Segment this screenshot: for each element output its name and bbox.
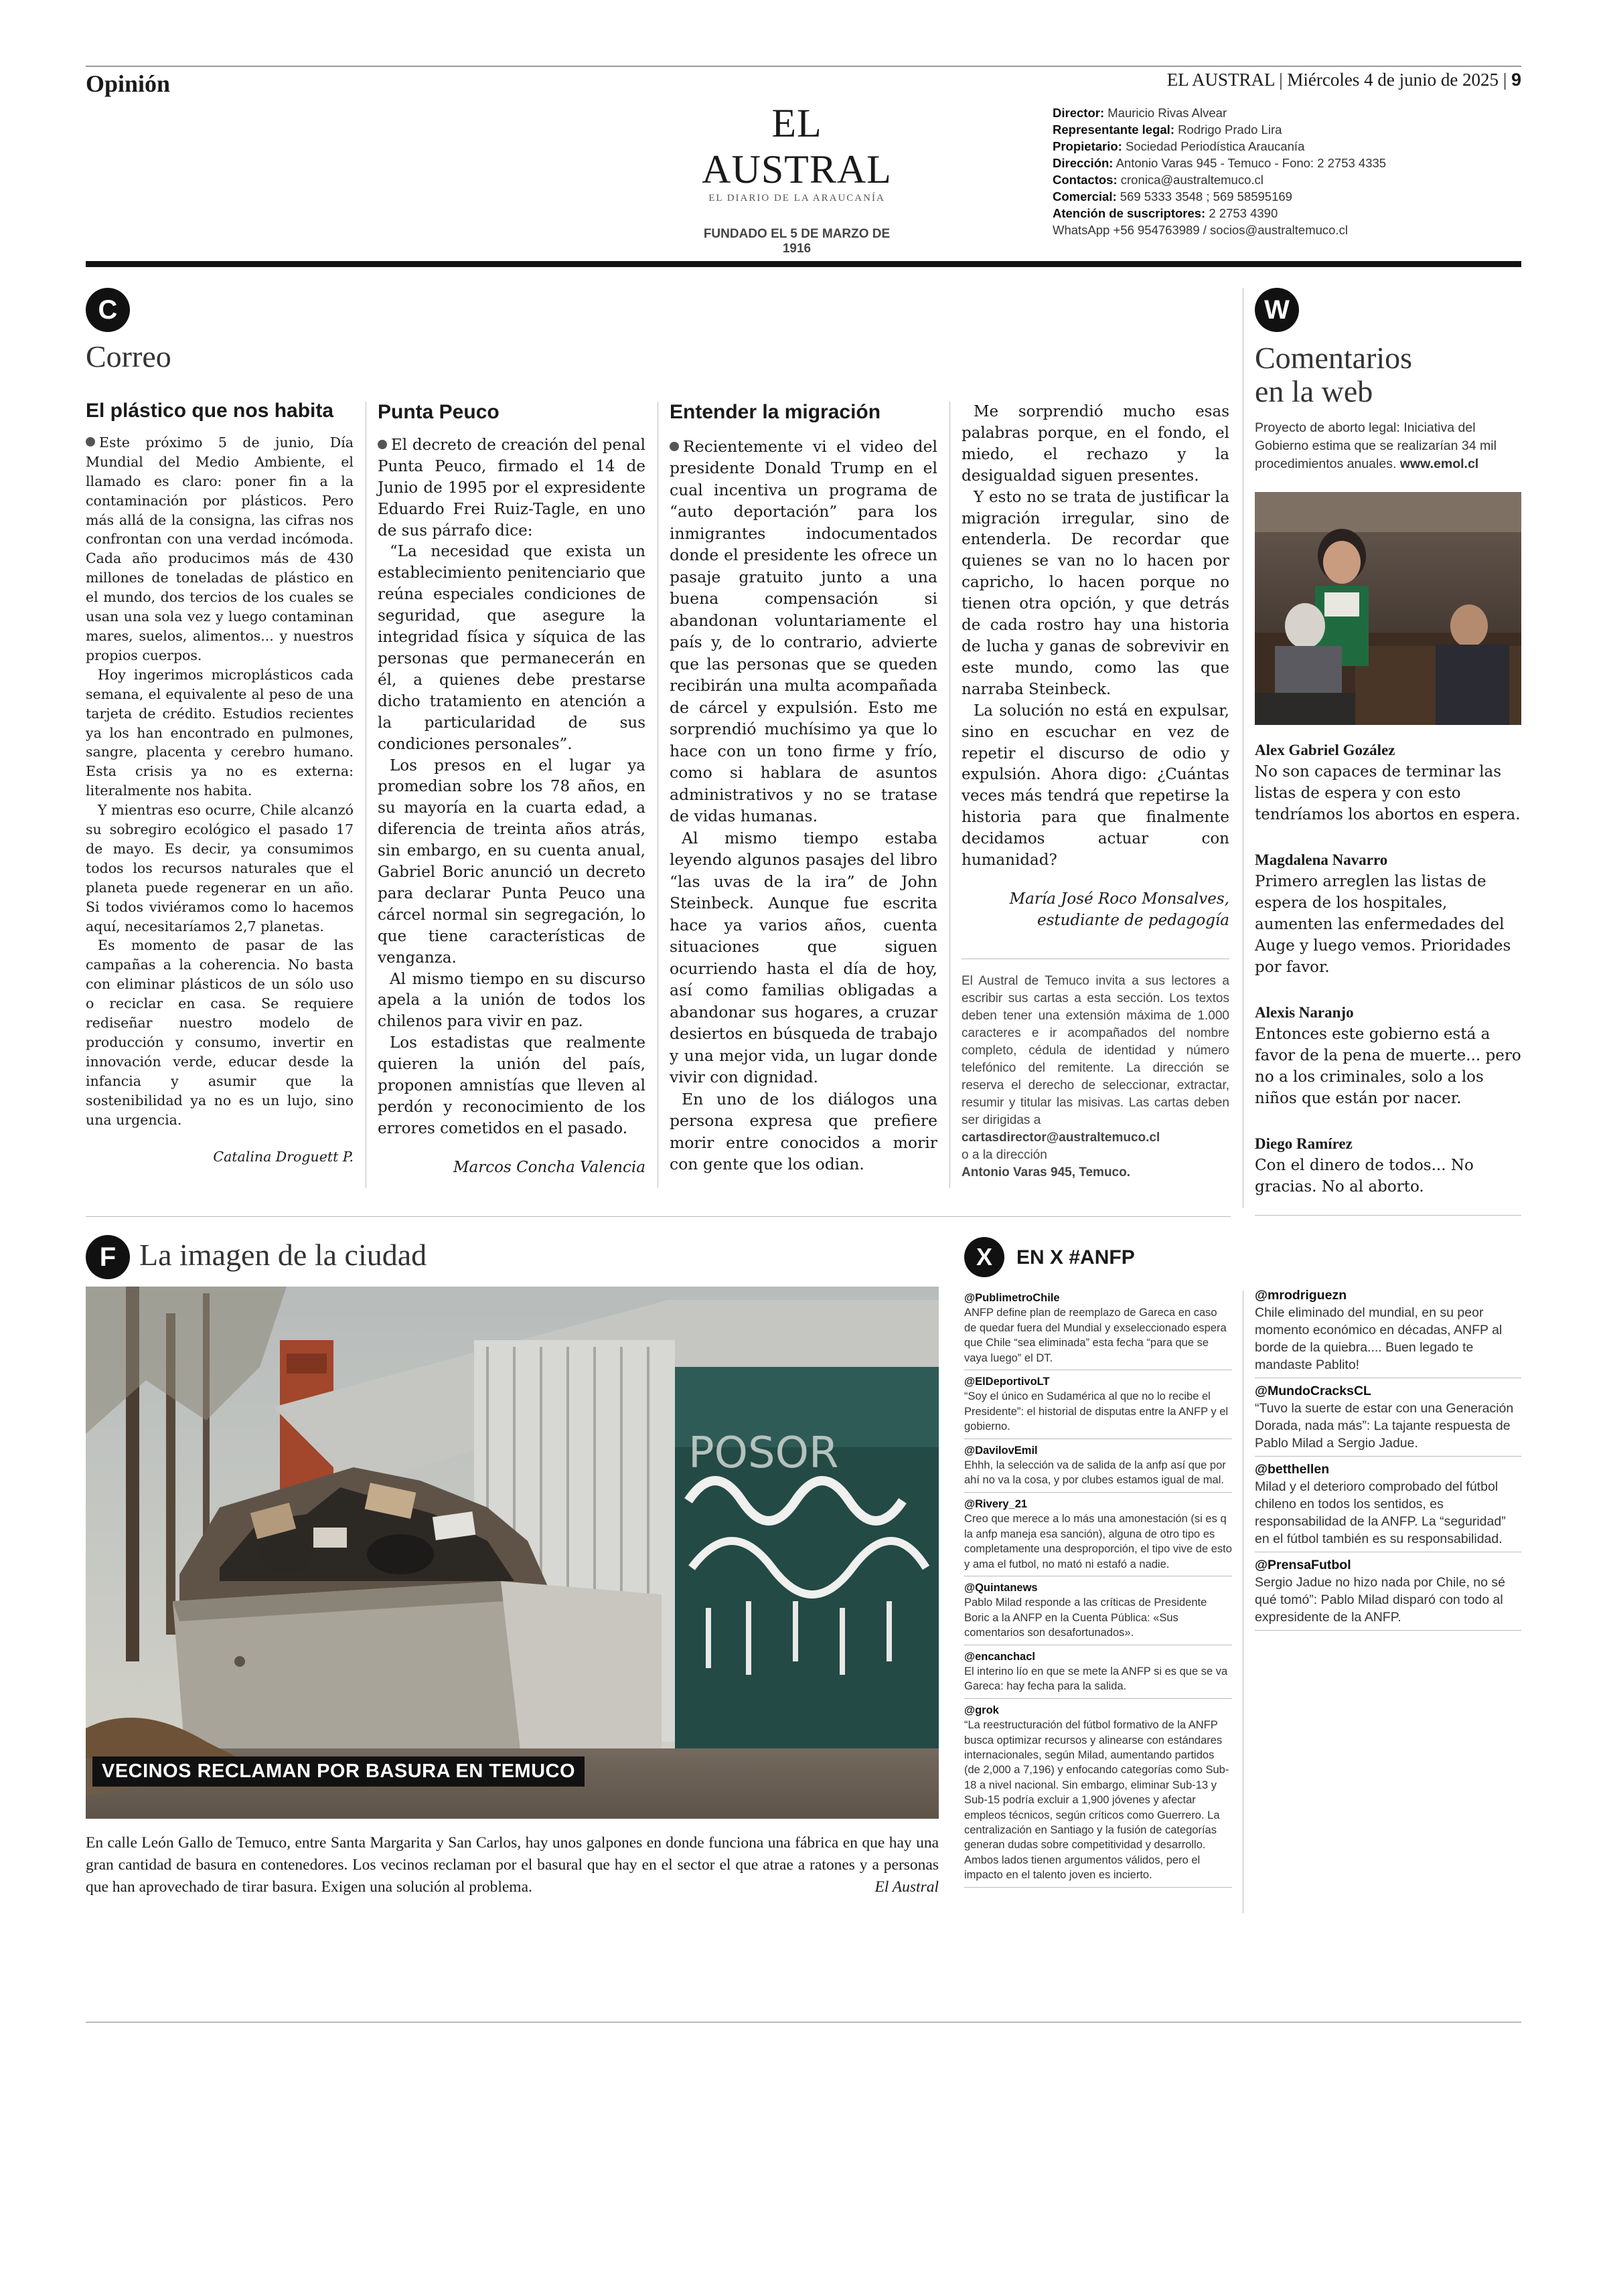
column-rule [949,402,950,1188]
x-posts-column-2 [1255,1287,1521,1635]
staff-label: Contactos: [1053,173,1118,187]
web-kicker-line1: Comentarios [1255,341,1413,375]
web-kicker [1255,341,1412,408]
staff-line [1053,188,1386,205]
web-comment-author: Alex Gabriel Gozález [1255,742,1395,758]
x-post-handle[interactable]: @PrensaFutbol [1255,1558,1351,1572]
x-post-text: Milad y el deterioro comprobado del fútbol chileno en todos los sentidos, es responsabilidad de la ANFP. La “seguridad” en el fútbol también es su responsabilidad. [1255,1479,1506,1546]
x-post-text: Sergio Jadue no hizo nada por Chile, no sé qué tomó”: Pablo Milad disparó con todo al expresidente de la ANFP. [1255,1575,1506,1625]
staff-value: 569 5333 3548 ; 569 58595169 [1120,189,1292,203]
web-comment-author: Diego Ramírez [1255,1135,1353,1152]
staff-line [1053,121,1386,138]
letter-column-2 [378,402,645,1179]
x-post-text: “Tuvo la suerte de estar con una Generación Dorada, nada más”: La tajante respuesta de Pablo Milad a Sergio Jadue. [1255,1401,1514,1451]
x-post-text: Ehhh, la selección va de salida de la anfp así que por ahí no va la cosa, y por clubes estamos igual de mal. [964,1459,1226,1487]
web-comment-author: Alexis Naranjo [1255,1004,1354,1021]
web-bottom-rule [1255,1215,1521,1216]
web-comment-text: Con el dinero de todos... No gracias. No al aborto. [1255,1157,1474,1196]
congress-session-image [1255,492,1521,725]
web-comment-text: No son capaces de terminar las listas de espera y con esto tendríamos los abortos en espera. [1255,763,1521,823]
imagen-kicker: La imagen de la ciudad [139,1238,427,1272]
staff-label: Representante legal: [1053,122,1174,137]
bullet-dot [670,442,679,451]
imagen-badge: F [86,1235,130,1279]
x-post-handle[interactable]: @grok [964,1704,999,1716]
section-rule [86,1216,1231,1217]
running-head: EL AUSTRAL | Miércoles 4 de junio de 2025 | 9 [1166,70,1521,90]
letter-paragraph [962,402,1229,487]
x-post [964,1649,1232,1699]
x-post-handle[interactable]: @mrodriguezn [1255,1288,1347,1303]
letter-signature: Marcos Concha Valencia [453,1158,645,1176]
letter-paragraph [86,936,354,1129]
web-intro-link[interactable]: www.emol.cl [1399,457,1479,471]
letter-column-1 [86,402,354,1166]
letter-paragraph [378,542,645,755]
staff-line [1053,138,1386,155]
x-post-text: Creo que merece a lo más una amonestación (si es q la anfp maneja esa sanción), alguna de otro tipo es completamente una desproporción, el tipo vive de esto y ama el futbol, no mató ni estafó a nadie. [964,1513,1232,1570]
x-post-separator [1255,1456,1521,1457]
notice-or: o a la dirección [962,1147,1047,1162]
letter-text: Me sorprendió mucho esas palabras porque, en el fondo, el miedo, el rechazo y la desigualdad siguen presentes. [962,403,1229,485]
x-post-text: Chile eliminado del mundial, en su peor momento económico en décadas, ANFP al borde de la quiebra.... Buen legado te mandaste Pablito! [1255,1305,1503,1372]
web-intro-text: Proyecto de aborto legal: Iniciativa del Gobierno estima que se realizarían 34 mil procedimientos anuales. [1255,420,1497,471]
staff-value: Mauricio Rivas Alvear [1107,106,1227,120]
letter-text: “La necesidad que exista un establecimiento penitenciario que reúna especiales condiciones de seguridad, que asegure la integridad física y síquica de las personas que permanecerán en él, a quienes debe prestarse dicho tratamiento en atención a la particularidad de sus condiciones personales”. [378,543,645,753]
correo-badge: C [86,288,130,332]
staff-value: 2 2753 4390 [1209,206,1278,220]
web-comment-author: Magdalena Navarro [1255,851,1388,868]
letter-column-4 [962,402,1229,1181]
city-photo-description: En calle León Gallo de Temuco, entre Santa Margarita y San Carlos, hay unos galpones en donde funciona una fábrica en que hay una gran cantidad de basura en contenedores. Los vecinos reclaman por el basural que hay en el sector el que atrae a ratones y a personas que han aprovechado de tirar basura. Exigen una solución al problema. [86,1834,939,1896]
x-posts-column-1 [964,1291,1232,1892]
letter-text: Y mientras eso ocurre, Chile alcanzó su sobregiro ecológico el pasado 17 de mayo. Es decir, ya consumimos todos los recursos naturales que el planeta puede regenerar en un año. Si todos viviéramos como lo hacemos aquí, necesitaríamos 2,7 planetas. [86,802,354,934]
web-comment [1255,849,1521,978]
web-comment-text: Primero arreglen las listas de espera de los hospitales, aumenten las enfermedades del Auge y luego vemos. Prioridades por favor. [1255,873,1511,976]
x-post [1255,1461,1521,1552]
x-post-text: “Soy el único en Sudamérica al que no lo recibe el Presidente”: el historial de disputas entre la ANFP y el gobierno. [964,1390,1229,1433]
letter-text: Los presos en el lugar ya promedian sobre los 78 años, en su mayoría en la cuarta edad, a diferencia de treinta años atrás, sin embargo, en su cuenta anual, Gabriel Boric anunció un decreto para declarar Punta Peuco una cárcel normal sin segregación, lo que tiene características de venganza. [378,756,645,967]
city-photo-text [86,1832,939,1898]
staff-label: Propietario: [1053,139,1122,153]
staff-label: Director: [1053,106,1105,120]
letter-text: Es momento de pasar de las campañas a la coherencia. No basta con eliminar plásticos de un sólo uso o reciclar en casa. Se requiere rediseñar nuestro modelo de producción y consumo, invertir en innovación verde, educar desde la infancia y asumir que la sostenibilidad ya no es un lujo, sino una urgencia. [86,937,354,1128]
graffiti-text: POSOR [688,1428,839,1478]
x-post [964,1703,1232,1888]
x-post-separator [964,1887,1232,1888]
x-post-separator [964,1698,1232,1699]
x-post-text: ANFP define plan de reemplazo de Gareca en caso de quedar fuera del Mundial y exseleccionado espera que Chile “sea eliminada” esta fecha “para que se vaya luego” el DT. [964,1307,1227,1364]
letter-text: En uno de los diálogos una persona expresa que prefiere morir entre conocidos a morir con gente que los odian. [670,1089,937,1173]
letter-paragraph [670,436,937,827]
masthead-title: EL AUSTRAL [702,101,892,191]
x-post-handle[interactable]: @Quintanews [964,1581,1038,1594]
letter-paragraph [86,665,354,801]
letter-signature: María José Roco Monsalves, estudiante de pedagogía [1009,890,1229,929]
x-post [964,1443,1232,1493]
letter-paragraph [670,827,937,1088]
x-post-handle[interactable]: @Rivery_21 [964,1497,1028,1510]
letter-text: Recientemente vi el video del presidente Donald Trump en el cual incentiva un programa de “auto deportación” para los inmigrantes indocumentados donde el presidente les ofrece un pasaje gratuito junto a una buena compensación si abandonan voluntariamente el país y, de lo contrario, advierte que las personas que se queden recibirán una multa acompañada de cárcel y expulsión. Esto me sorprendió muchísimo ya que lo hace con un tono firme y frío, como si hablara de asuntos administrativos y no se tratase de vidas humanas. [670,436,937,825]
x-post [964,1580,1232,1645]
notice-text: El Austral de Temuco invita a sus lectores a escribir sus cartas a esta sección. Los textos deben tener una extensión máxima de 1.000 caracteres e ir acompañados del nombre completo, cédula de identidad y número telefónico del remitente. La dirección se reserva el derecho de seleccionar, extractar, resumir y titular las misivas. Las cartas deben ser dirigidas a [962,973,1229,1127]
masthead-founded: FUNDADO EL 5 DE MARZO DE 1916 [703,227,891,256]
x-post-handle[interactable]: @betthellen [1255,1462,1330,1477]
x-post-handle[interactable]: @MundoCracksCL [1255,1384,1371,1398]
x-post-handle[interactable]: @DavilovEmil [964,1444,1038,1457]
letter-text: Y esto no se trata de justificar la migración irregular, sino de entenderla. De recordar que quienes se van no lo hacen por capricho, lo hacen porque no tienen otra opción, y que detrás de cada rostro hay una historia de lucha y ganas de sobrevivir en este mundo, como las que narraba Steinbeck. [962,488,1229,698]
top-rule [86,66,1521,67]
masthead-subtitle: EL DIARIO DE LA ARAUCANÍA [708,193,885,203]
x-post-separator [1255,1630,1521,1631]
letter-title: El plástico que nos habita [86,400,334,422]
masthead [690,100,904,256]
bottom-rule [86,2022,1521,2023]
web-intro [1255,419,1521,473]
staff-line [1053,104,1386,121]
staff-value: Antonio Varas 945 - Temuco - Fono: 2 2753 4335 [1116,156,1387,170]
x-post-separator [964,1492,1232,1493]
running-head-date: Miércoles 4 de junio de 2025 [1287,70,1499,90]
letter-text: Los estadistas que realmente quieren la unión del país, proponen amnistías que lleven al perdón y reconocimiento de los errores cometidos en el pasado. [378,1034,645,1137]
bullet-dot [378,440,387,449]
staff-label: Atención de suscriptores: [1053,206,1206,220]
x-post-handle[interactable]: @encanchacl [964,1650,1035,1663]
staff-line [1053,205,1386,222]
x-post [1255,1556,1521,1631]
letter-text: Este próximo 5 de junio, Día Mundial del Medio Ambiente, el llamado es claro: poner fin a la contaminación por plásticos. Pero más allá de la consigna, las cifras nos confrontan con una verdad incómoda. Cada año producimos más de 430 millones de toneladas de plástico en el mundo, dos tercios de los cuales se usan una sola vez y luego contaminan mares, suelos, alimentos... y nuestros propios cuerpos. [86,434,354,663]
x-post-handle[interactable]: @PublimetroChile [964,1292,1060,1304]
staff-label: Comercial: [1053,189,1117,203]
letter-title: Entender la migración [670,401,881,423]
staff-value: Sociedad Periodística Araucanía [1125,139,1305,153]
letter-paragraph [962,701,1229,872]
x-post [1255,1382,1521,1457]
staff-value: WhatsApp +56 954763989 / socios@australtemuco.cl [1053,223,1348,237]
letter-text: Hoy ingerimos microplásticos cada semana, el equivalente al peso de una tarjeta de crédito. Estudios recientes ya los han encontrado en pulmones, sangre, placenta y cerebro humano. Esta crisis ya no es externa: literalmente nos habita. [86,666,354,799]
web-badge: W [1255,288,1299,332]
x-post-text: “La reestructuración del fútbol formativo de la ANFP busca optimizar recursos y alinearse con estándares internacionales, según Milad, aumentando partidos (de 2,000 a 7,196) y enfocando categorías como Sub-18 a nivel nacional. Sin embargo, eliminar Sub-13 y Sub-15 podría excluir a 1,900 jóvenes y afectar empleos técnicos, según críticos como Guerrero. La centralización en Santiago y la fusión de categorías generan dudas sobre competitividad y desarrollo. Ambos lados tienen argumentos válidos, pero el impacto en el talento joven es incierto. [964,1719,1229,1882]
letter-paragraph [670,1088,937,1175]
letter-paragraph [378,756,645,969]
x-post [1255,1287,1521,1378]
letter-column-3 [670,402,937,1175]
page-number: 9 [1511,70,1521,90]
staff-box [1053,104,1386,238]
running-head-paper: EL AUSTRAL [1166,70,1275,90]
letter-title: Punta Peuco [378,401,500,423]
x-post [964,1374,1232,1439]
letter-signature: Catalina Droguett P. [213,1148,354,1165]
notice-address: Antonio Varas 945, Temuco. [962,1165,1131,1179]
correo-kicker: Correo [86,339,171,374]
letter-paragraph [378,969,645,1034]
garbage-containers-image [86,1287,939,1819]
enx-kicker: EN X #ANFP [1016,1246,1135,1268]
x-post-text: Pablo Milad responde a las críticas de Presidente Boric a la ANFP en la Cuenta Pública: «Sus comentarios son desafortunados». [964,1596,1207,1639]
letter-text: El decreto de creación del penal Punta Peuco, firmado el 14 de Junio de 1995 por el expresidente Eduardo Frei Ruiz-Tagle, en uno de sus párrafo dice: [378,436,645,540]
letter-paragraph [962,487,1229,701]
bullet-dot [86,437,95,446]
letters-notice [962,959,1229,1181]
letter-text: Al mismo tiempo estaba leyendo algunos pasajes del libro “las uvas de la ira” de John Steinbeck. Aunque fue escrita hace ya varios años, cuenta situaciones que siguen ocurriendo hasta el día de hoy, así como familias obligadas a abandonar sus hogares, a cruzar desiertos en búsqueda de trabajo y una mejor vida, un lugar donde vivir con dignidad. [670,828,937,1086]
letter-paragraph [378,1033,645,1140]
staff-value: cronica@australtemuco.cl [1120,173,1264,187]
letter-paragraph [378,435,645,542]
x-post [964,1497,1232,1576]
web-comment [1255,740,1521,825]
section-divider [86,261,1521,267]
section-label: Opinión [86,70,171,97]
letter-text: Al mismo tiempo en su discurso apela a la unión de todos los chilenos para vivir en paz. [378,970,645,1031]
letter-paragraph [86,433,354,665]
staff-line [1053,222,1386,238]
city-photo-credit: El Austral [874,1878,939,1896]
city-photo [86,1287,939,1819]
staff-label: Dirección: [1053,156,1114,170]
staff-value: Rodrigo Prado Lira [1178,122,1282,137]
web-comment-text: Entonces este gobierno está a favor de la pena de muerte... pero no a los criminales, solo a los niños que están por nacer. [1255,1026,1521,1107]
letter-paragraph [86,801,354,936]
staff-line [1053,155,1386,171]
photo-caption: VECINOS RECLAMAN POR BASURA EN TEMUCO [92,1756,585,1787]
enx-badge: X [964,1237,1004,1277]
web-comment [1255,1002,1521,1109]
letter-text: La solución no está en expulsar, sino en escuchar en vez de repetir el discurso de odio y expulsión. Ahora digo: ¿Cuántas veces más tendrá que repetirse la historia para que finalmente decidamos actuar con humanidad? [962,702,1229,870]
web-comment [1255,1133,1521,1198]
notice-email[interactable]: cartasdirector@australtemuco.cl [962,1130,1160,1145]
web-kicker-line2: en la web [1255,374,1373,408]
staff-line [1053,171,1386,188]
x-post-handle[interactable]: @ElDeportivoLT [964,1376,1050,1388]
web-comments-list [1255,740,1521,1222]
web-photo [1255,492,1521,725]
x-post-text: El interino lío en que se mete la ANFP si es que se va Gareca: hay fecha para la salida. [964,1665,1228,1693]
x-post [964,1291,1232,1370]
